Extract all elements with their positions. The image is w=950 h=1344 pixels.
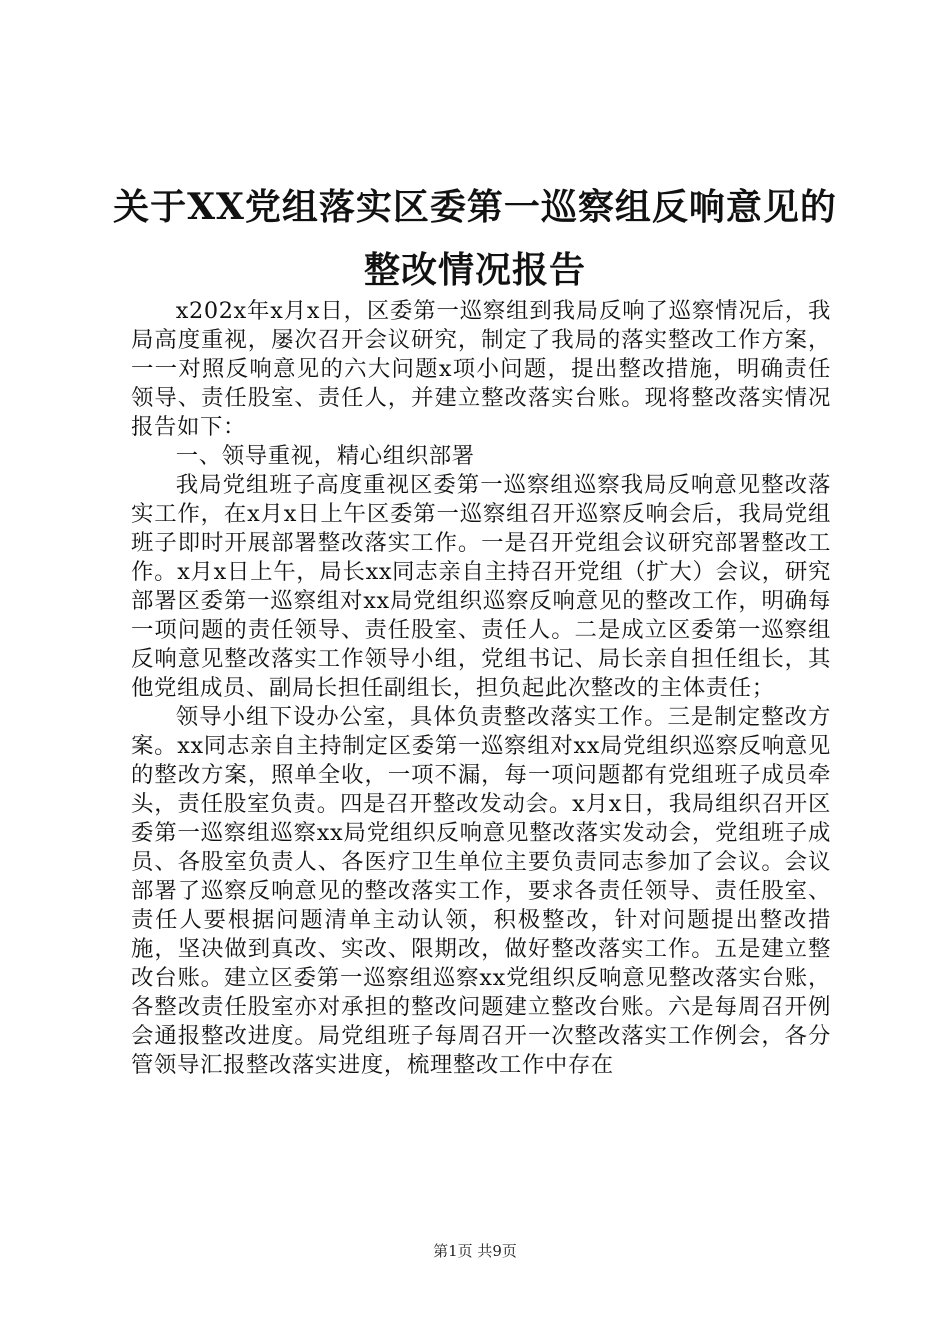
body-paragraph: 领导小组下设办公室，具体负责整改落实工作。三是制定整改方案。xx同志亲自主持制定区委第一巡察组对xx局党组织巡察反响意见的整改方案，照单全收，一项不漏，每一项问题都有党组班子成员牵头，责任股室负责。四是召开整改发动会。x月x日，我局组织召开区委第一巡察组巡察xx局党组织反响意见整改落实发动会，党组班子成员、各股室负责人、各医疗卫生单位主要负责同志参加了会议。会议部署了巡察反响意见的整改落实工作，要求各责任领导、责任股室、责任人要根据问题清单主动认领，积极整改，针对问题提出整改措施，坚决做到真改、实改、限期改，做好整改落实工作。五是建立整改台账。建立区委第一巡察组巡察xx党组织反响意见整改落实台账，各整改责任股室亦对承担的整改问题建立整改台账。六是每周召开例会通报整改进度。局党组班子每周召开一次整改落实工作例会，各分管领导汇报整改落实进度，梳理整改工作中存在 [131,704,831,1078]
page-number: 第1页 共9页 [433,1242,517,1260]
intro-paragraph: x202x年x月x日，区委第一巡察组到我局反响了巡察情况后，我局高度重视，屡次召开会议研究，制定了我局的落实整改工作方案，一一对照反响意见的六大问题x项小问题，提出整改措施，明确责任领导、责任股室、责任人，并建立整改落实台账。现将整改落实情况报告如下： [131,298,831,440]
body-paragraph: 我局党组班子高度重视区委第一巡察组巡察我局反响意见整改落实工作，在x月x日上午区委第一巡察组召开巡察反响会后，我局党组班子即时开展部署整改落实工作。一是召开党组会议研究部署整改工作。x月x日上午，局长xx同志亲自主持召开党组（扩大）会议，研究部署区委第一巡察组对xx局党组织巡察反响意见的整改工作，明确每一项问题的责任领导、责任股室、责任人。二是成立区委第一巡察组反响意见整改落实工作领导小组，党组书记、局长亲自担任组长，其他党组成员、副局长担任副组长，担负起此次整改的主体责任； [131,472,831,701]
document-title-line-1: 关于XX党组落实区委第一巡察组反响意见的 [113,186,837,228]
document-title-line-2: 整改情况报告 [363,249,586,291]
document-body [131,297,831,1080]
section-heading: 一、领导重视，精心组织部署 [175,443,475,469]
